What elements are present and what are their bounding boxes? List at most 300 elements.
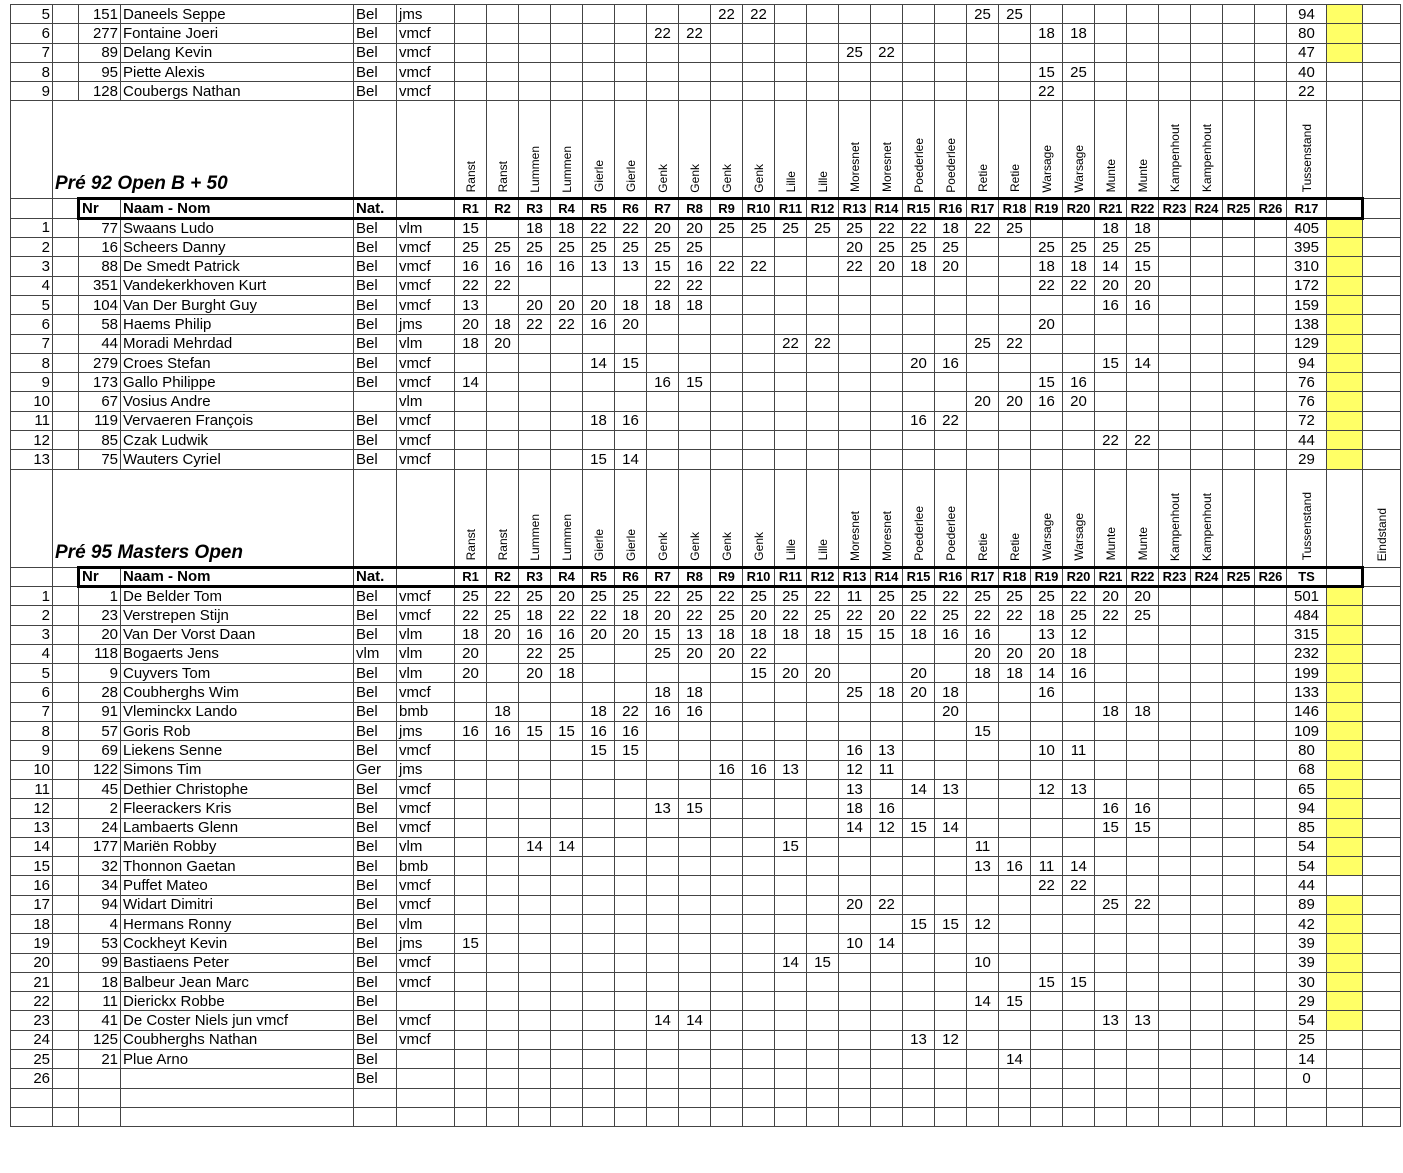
score-cell [711,1030,743,1049]
spacer-cell [53,664,79,683]
score-cell: 25 [999,586,1031,605]
score-cell [1255,82,1287,101]
rank-cell: 4 [11,644,53,663]
rider-name-cell: Cockheyt Kevin [121,934,354,953]
score-cell [647,722,679,741]
score-cell [999,934,1031,953]
score-cell [711,876,743,895]
score-cell [807,818,839,837]
rider-name-cell: Widart Dimitri [121,895,354,914]
total-cell: 94 [1287,799,1327,818]
score-cell [583,857,615,876]
score-cell [711,1011,743,1030]
score-cell [807,353,839,372]
nationality-cell: Bel [354,625,397,644]
start-number-cell: 11 [79,992,121,1011]
score-cell [903,276,935,295]
club-cell [397,1069,455,1088]
score-cell [1127,953,1159,972]
score-cell [1159,972,1191,991]
score-cell [1191,837,1223,856]
score-cell [679,5,711,24]
score-cell [1255,779,1287,798]
score-cell [1191,760,1223,779]
score-cell [935,373,967,392]
start-number-cell: 279 [79,353,121,372]
highlight-cell [1327,295,1363,314]
score-cell [1223,741,1255,760]
score-cell: 22 [743,257,775,276]
score-cell [1127,934,1159,953]
score-cell [551,392,583,411]
highlight-cell [1327,644,1363,663]
score-cell [775,1011,807,1030]
score-cell [935,334,967,353]
blank-cell [1363,392,1401,411]
score-cell: 14 [775,953,807,972]
club-cell: vmcf [397,818,455,837]
highlight-cell [1327,876,1363,895]
nationality-cell: Bel [354,276,397,295]
blank-cell [1363,857,1401,876]
score-cell [519,992,551,1011]
score-cell [935,24,967,43]
score-cell [647,334,679,353]
score-cell [1255,373,1287,392]
table-row [11,992,1401,1011]
score-cell [455,1088,487,1107]
section-title-cell [53,469,354,567]
score-cell [1255,799,1287,818]
club-cell: vlm [397,837,455,856]
venue-label: Genk [687,531,702,561]
spacer-cell [53,722,79,741]
score-cell [1095,914,1127,933]
score-cell: 16 [455,722,487,741]
score-cell [1159,238,1191,257]
score-cell: 22 [1063,586,1095,605]
score-cell [743,334,775,353]
score-cell: 25 [487,238,519,257]
club-cell: jms [397,5,455,24]
nationality-cell: Bel [354,586,397,605]
score-cell [1191,392,1223,411]
score-cell [807,315,839,334]
score-cell: 25 [711,218,743,237]
score-cell [1223,1030,1255,1049]
venue-label-cell [967,469,999,567]
start-number-cell: 351 [79,276,121,295]
score-cell [1127,1069,1159,1088]
score-cell [775,895,807,914]
score-cell: 15 [551,722,583,741]
score-cell [1031,1011,1063,1030]
club-cell: vlm [397,914,455,933]
spacer-cell [53,334,79,353]
score-cell [1255,315,1287,334]
name-header: Naam - Nom [121,199,354,218]
score-cell: 13 [647,799,679,818]
score-cell [1159,392,1191,411]
score-cell [935,1050,967,1069]
score-cell [1063,953,1095,972]
score-cell: 18 [647,295,679,314]
table-row [11,257,1401,276]
spacer-cell [53,295,79,314]
total-cell: 146 [1287,702,1327,721]
score-cell [1223,837,1255,856]
score-cell [583,644,615,663]
score-cell [1159,1011,1191,1030]
table-row [11,972,1401,991]
score-cell [1031,43,1063,62]
score-cell [839,5,871,24]
club-cell: vmcf [397,876,455,895]
score-cell [711,315,743,334]
score-cell: 25 [551,644,583,663]
score-cell [647,392,679,411]
total-cell: 39 [1287,953,1327,972]
score-cell [615,934,647,953]
score-cell [615,779,647,798]
section-title: Pré 95 Masters Open [55,541,243,563]
start-number-cell: 45 [79,779,121,798]
score-cell: 25 [647,238,679,257]
score-cell: 18 [1031,24,1063,43]
score-cell [839,373,871,392]
score-cell [903,334,935,353]
score-cell [775,992,807,1011]
spacer-cell [53,741,79,760]
score-cell [1063,315,1095,334]
table-row [11,895,1401,914]
score-cell [743,857,775,876]
score-cell [1127,644,1159,663]
round-header: R14 [871,199,903,218]
nationality-cell: Bel [354,334,397,353]
score-cell [967,895,999,914]
venue-label-cell [455,469,487,567]
score-cell: 22 [679,606,711,625]
start-number-cell: 16 [79,238,121,257]
rank-cell: 13 [11,450,53,469]
score-cell [999,1069,1031,1088]
club-cell: vlm [397,664,455,683]
score-cell [647,934,679,953]
venue-label-cell [1159,469,1191,567]
score-cell [999,722,1031,741]
score-cell [775,315,807,334]
score-cell [775,431,807,450]
nationality-cell: Bel [354,411,397,430]
standings-sheet [10,4,1401,1127]
venue-label: Retie [975,164,990,193]
score-cell [1191,334,1223,353]
score-cell [999,972,1031,991]
round-header: R16 [935,567,967,586]
highlight-cell [1327,818,1363,837]
round-header: R2 [487,567,519,586]
blank-cell [1363,353,1401,372]
score-cell [1159,683,1191,702]
blank-cell [11,199,53,218]
score-cell: 15 [615,741,647,760]
score-cell: 14 [935,818,967,837]
blank-cell [354,101,397,199]
round-header: R7 [647,567,679,586]
start-number-cell: 4 [79,914,121,933]
score-cell [1031,799,1063,818]
score-cell [903,934,935,953]
score-cell [487,1107,519,1126]
rank-cell: 15 [11,857,53,876]
round-header: R10 [743,567,775,586]
score-cell [807,857,839,876]
score-cell: 22 [871,43,903,62]
spacer-cell [53,895,79,914]
score-cell [551,373,583,392]
score-cell [1223,373,1255,392]
highlight-cell [1327,702,1363,721]
score-cell: 16 [1031,683,1063,702]
round-header: R3 [519,567,551,586]
score-cell [487,914,519,933]
score-cell: 15 [1127,818,1159,837]
score-cell [1255,953,1287,972]
score-cell [1063,5,1095,24]
score-cell [871,702,903,721]
score-cell [1223,276,1255,295]
total-cell: 138 [1287,315,1327,334]
score-cell [967,82,999,101]
nationality-cell [354,1107,397,1126]
score-cell [999,295,1031,314]
score-cell [775,276,807,295]
start-number-cell: 44 [79,334,121,353]
blank-cell [1363,450,1401,469]
nationality-cell: Bel [354,353,397,372]
spacer-cell [53,1030,79,1049]
score-cell: 20 [775,664,807,683]
score-cell [807,1069,839,1088]
score-cell [967,1050,999,1069]
score-cell [871,276,903,295]
score-cell [583,953,615,972]
highlight-cell [1327,257,1363,276]
score-cell [455,392,487,411]
score-cell: 16 [583,315,615,334]
score-cell [1127,992,1159,1011]
highlight-cell [1327,373,1363,392]
highlight-cell [1327,1050,1363,1069]
score-cell [455,82,487,101]
score-cell [775,722,807,741]
score-cell [839,857,871,876]
score-cell [583,43,615,62]
score-cell: 13 [615,257,647,276]
score-cell [839,276,871,295]
nationality-cell: Bel [354,295,397,314]
score-cell [519,392,551,411]
score-cell [1127,43,1159,62]
score-cell: 25 [839,218,871,237]
score-cell: 14 [871,934,903,953]
venue-label: Lille [815,171,830,193]
score-cell [583,818,615,837]
score-cell [903,43,935,62]
score-cell [711,722,743,741]
score-cell [1063,1069,1095,1088]
score-cell [871,1030,903,1049]
score-cell [871,644,903,663]
club-cell: vmcf [397,741,455,760]
venue-label: Kampenhout [1167,492,1182,561]
spacer-cell [53,62,79,81]
score-cell [551,934,583,953]
score-cell [679,953,711,972]
club-cell: vmcf [397,295,455,314]
score-cell [679,353,711,372]
score-cell: 18 [903,257,935,276]
score-cell [583,1050,615,1069]
rank-cell: 3 [11,257,53,276]
score-cell [1223,295,1255,314]
score-cell: 22 [551,315,583,334]
table-row [11,315,1401,334]
total-cell: 22 [1287,82,1327,101]
score-cell [519,779,551,798]
club-header [397,567,455,586]
venue-label: Munte [1103,159,1118,193]
score-cell [839,837,871,856]
score-cell [711,373,743,392]
score-cell: 18 [679,295,711,314]
round-header: R23 [1159,567,1191,586]
score-cell: 22 [711,5,743,24]
score-cell: 16 [935,353,967,372]
score-cell [743,1011,775,1030]
club-cell: vmcf [397,953,455,972]
score-cell [967,257,999,276]
rider-name-cell: Plue Arno [121,1050,354,1069]
nationality-cell: Bel [354,799,397,818]
score-cell [1127,1030,1159,1049]
score-cell [711,799,743,818]
table-row [11,295,1401,314]
score-cell: 11 [967,837,999,856]
blank-cell [1363,934,1401,953]
club-cell: vmcf [397,24,455,43]
score-cell: 18 [1063,24,1095,43]
rider-name-cell: Van Der Vorst Daan [121,625,354,644]
venue-label: Lummen [527,145,542,193]
score-cell [967,373,999,392]
score-cell [871,837,903,856]
score-cell: 22 [711,257,743,276]
nationality-cell: Bel [354,373,397,392]
score-cell [455,895,487,914]
score-cell [839,1107,871,1126]
score-cell [679,450,711,469]
score-cell [935,1069,967,1088]
score-cell [839,82,871,101]
score-cell [903,837,935,856]
score-cell [1255,43,1287,62]
rider-name-cell [121,1088,354,1107]
score-cell [935,276,967,295]
total-cell: 42 [1287,914,1327,933]
table-row [11,664,1401,683]
nationality-cell: Bel [354,683,397,702]
score-cell [1255,760,1287,779]
score-cell [1223,238,1255,257]
score-cell [711,431,743,450]
score-cell [807,934,839,953]
nationality-cell: Bel [354,62,397,81]
score-cell [583,934,615,953]
score-cell [1223,431,1255,450]
score-cell [935,895,967,914]
score-cell: 18 [871,683,903,702]
score-cell: 20 [903,664,935,683]
spacer-cell [53,257,79,276]
score-cell: 14 [903,779,935,798]
nationality-cell: Bel [354,24,397,43]
score-cell [775,1088,807,1107]
score-cell [871,373,903,392]
total-cell: 44 [1287,876,1327,895]
rider-name-cell: Coubherghs Nathan [121,1030,354,1049]
score-cell [679,857,711,876]
total-cell: 129 [1287,334,1327,353]
score-cell [615,760,647,779]
score-cell [1223,625,1255,644]
score-cell: 20 [615,315,647,334]
score-cell [807,1050,839,1069]
blank-cell [1363,431,1401,450]
score-cell [839,1050,871,1069]
score-cell [519,799,551,818]
score-cell [967,411,999,430]
score-cell [647,914,679,933]
rank-cell: 11 [11,411,53,430]
score-cell: 22 [935,411,967,430]
score-cell [1127,373,1159,392]
table-row [11,62,1401,81]
score-cell: 10 [1031,741,1063,760]
score-cell: 20 [1127,276,1159,295]
round-header: R9 [711,567,743,586]
score-cell: 25 [679,238,711,257]
score-cell: 15 [647,625,679,644]
spacer-cell [53,24,79,43]
score-cell: 16 [487,722,519,741]
club-cell: vmcf [397,1030,455,1049]
rank-cell: 16 [11,876,53,895]
score-cell [903,799,935,818]
score-cell [1223,779,1255,798]
section-title: Pré 92 Open B + 50 [55,173,228,195]
venue-label-cell [775,101,807,199]
score-cell [1127,625,1159,644]
table-row [11,392,1401,411]
venue-label-cell [679,469,711,567]
score-cell [1095,24,1127,43]
score-cell [1095,953,1127,972]
club-cell: vmcf [397,450,455,469]
score-cell [1191,779,1223,798]
score-cell [775,373,807,392]
